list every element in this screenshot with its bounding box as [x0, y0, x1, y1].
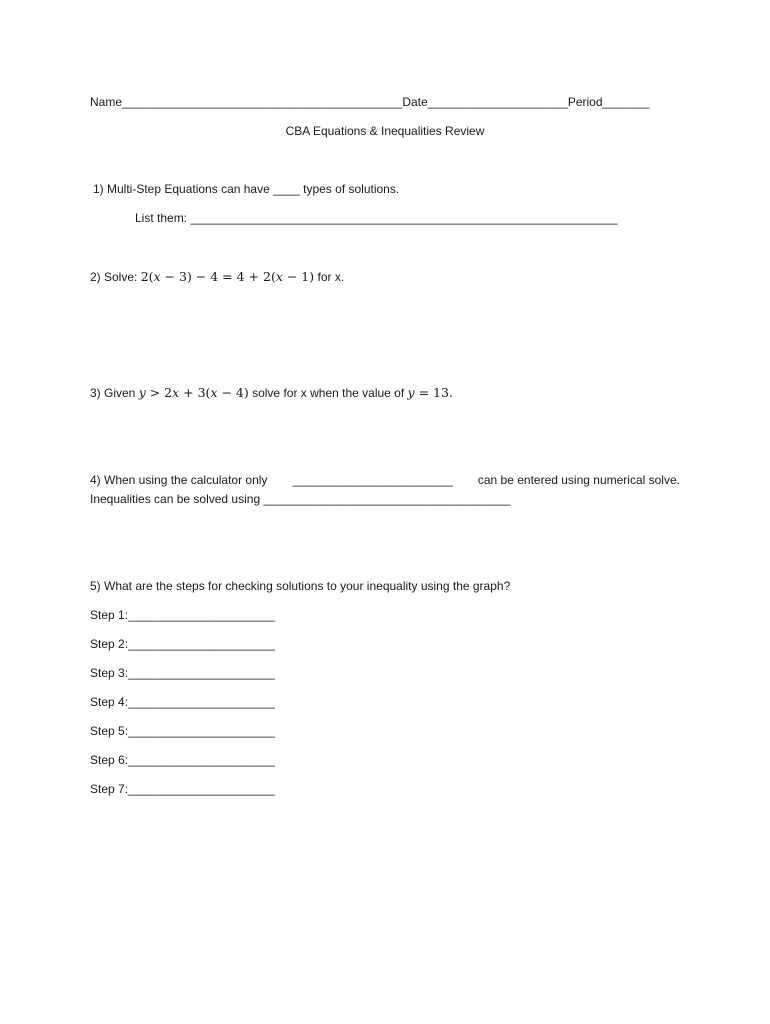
question-1: 1) Multi-Step Equations can have ____ types of solutions. — [93, 182, 400, 196]
question-2-suffix: for x. — [317, 270, 345, 284]
question-3-prefix: 3) Given — [90, 386, 136, 400]
list-blank[interactable]: ________________________________________________________________ — [190, 211, 618, 225]
name-label: Name — [90, 95, 123, 109]
period-label: Period — [567, 95, 603, 109]
header-line — [90, 94, 649, 110]
question-4-text-c: Inequalities can be solved using — [90, 492, 261, 506]
question-2-equation: 2(𝑥 − 3) − 4 = 4 + 2(𝑥 − 1) — [140, 269, 315, 284]
date-label: Date — [402, 95, 428, 109]
question-4-text-a: 4) When using the calculator only — [90, 473, 268, 487]
question-5: 5) What are the steps for checking solutions to your inequality using the graph? — [90, 579, 511, 593]
period-blank[interactable]: _______ — [602, 95, 650, 109]
question-4-line-2 — [90, 491, 510, 507]
step-item[interactable]: Step 1:______________________ — [90, 608, 275, 622]
question-4-blank-2[interactable]: _____________________________________ — [263, 492, 511, 506]
step-item[interactable]: Step 3:______________________ — [90, 666, 275, 680]
question-2-prefix: 2) Solve: — [90, 270, 138, 284]
question-1-list — [135, 210, 618, 226]
step-item[interactable]: Step 2:______________________ — [90, 637, 275, 651]
page-title: CBA Equations & Inequalities Review — [285, 124, 485, 138]
question-3-middle: solve for x when the value of — [252, 386, 405, 400]
name-blank[interactable]: __________________________________________ — [122, 95, 403, 109]
step-item[interactable]: Step 7:______________________ — [90, 782, 275, 796]
date-blank[interactable]: _____________________ — [427, 95, 568, 109]
question-4-text-b: can be entered using numerical solve. — [477, 473, 680, 487]
step-item[interactable]: Step 4:______________________ — [90, 695, 275, 709]
question-4-line-1 — [90, 472, 680, 488]
question-3 — [90, 385, 453, 401]
step-item[interactable]: Step 5:______________________ — [90, 724, 275, 738]
question-4-blank-1[interactable]: ________________________ — [292, 473, 453, 487]
question-3-inequality: 𝑦 > 2𝑥 + 3(𝑥 − 4) — [138, 385, 249, 400]
question-2 — [90, 269, 344, 285]
list-label: List them: — [135, 211, 188, 225]
step-item[interactable]: Step 6:______________________ — [90, 753, 275, 767]
question-3-condition: 𝑦 = 13. — [407, 385, 453, 400]
